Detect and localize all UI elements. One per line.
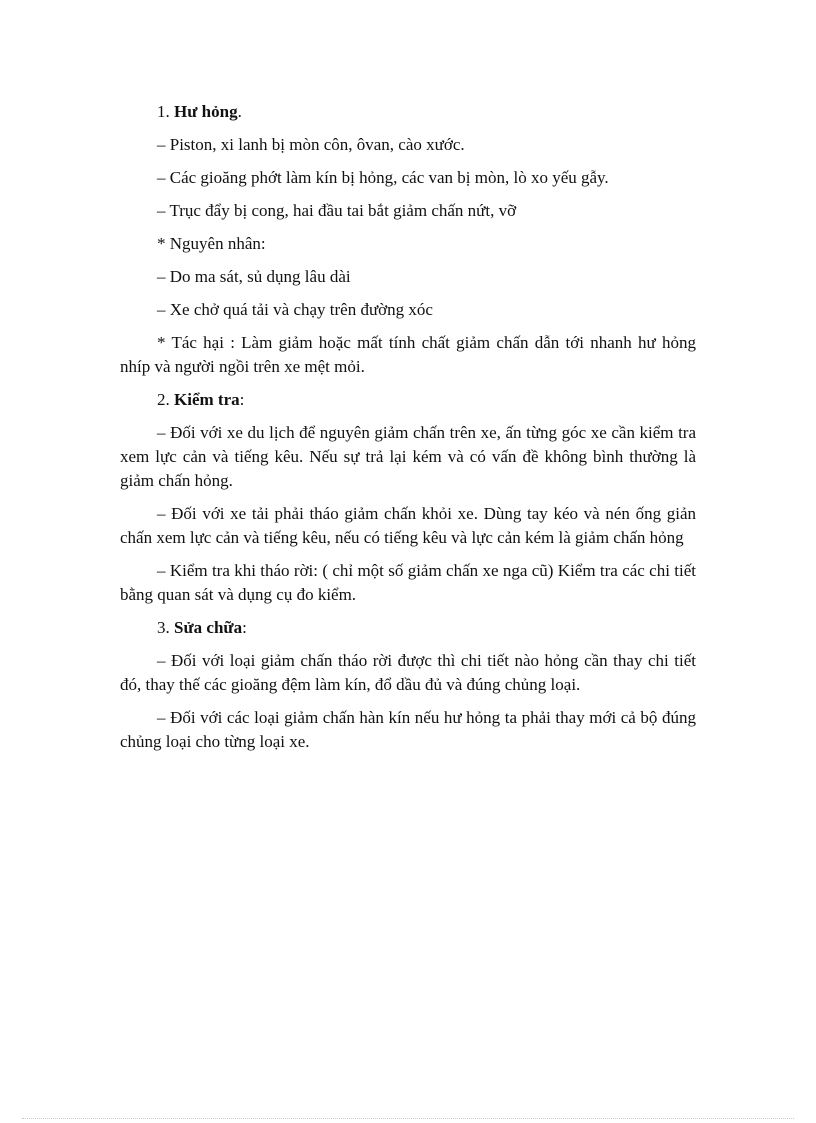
section-number: 2. <box>157 390 170 409</box>
inspection-item: – Đối với xe du lịch để nguyên giảm chấn trên xe, ấn từng góc xe cần kiểm tra xem lực cản và tiếng kêu. Nếu sự trả lại kém và có vấn đề không bình thường là giảm chấn hỏng. <box>120 423 696 490</box>
damage-item: – Trục đẩy bị cong, hai đầu tai bắt giảm chấn nứt, vỡ <box>157 201 517 220</box>
inspection-item: – Kiểm tra khi tháo rời: ( chỉ một số giảm chấn xe nga cũ) Kiểm tra các chi tiết bằng quan sát và dụng cụ đo kiểm. <box>120 561 696 604</box>
section-number: 3. <box>157 618 170 637</box>
cause-heading: * Nguyên nhân: <box>157 234 266 253</box>
page-bottom-divider <box>22 1118 794 1119</box>
section-title: Hư hỏng <box>174 102 238 121</box>
inspection-item: – Đối với xe tải phải tháo giảm chấn khỏi xe. Dùng tay kéo và nén ống giản chấn xem lực cản và tiếng kêu, nếu có tiếng kêu và lực cản kém là giảm chấn hỏng <box>120 504 696 547</box>
cause-item: – Do ma sát, sủ dụng lâu dài <box>157 267 351 286</box>
section-title: Kiểm tra <box>174 390 240 409</box>
cause-item: – Xe chở quá tải và chạy trên đường xóc <box>157 300 433 319</box>
section-heading-repair: 3. Sửa chữa: <box>157 618 247 637</box>
section-heading-inspection: 2. Kiểm tra: <box>157 390 245 409</box>
section-heading-damage: 1. Hư hỏng. <box>157 102 242 121</box>
section-title: Sửa chữa <box>174 618 243 637</box>
damage-item: – Các gioăng phớt làm kín bị hỏng, các van bị mòn, lò xo yếu gẫy. <box>157 168 609 187</box>
repair-item: – Đối với các loại giảm chấn hàn kín nếu hư hỏng ta phải thay mới cả bộ đúng chủng loại cho từng loại xe. <box>120 708 696 751</box>
harm-paragraph: * Tác hại : Làm giảm hoặc mất tính chất giảm chấn dẫn tới nhanh hư hỏng nhíp và người ngồi trên xe mệt mỏi. <box>120 333 696 376</box>
damage-item: – Piston, xi lanh bị mòn côn, ôvan, cào xước. <box>157 135 465 154</box>
repair-item: – Đối với loại giảm chấn tháo rời được thì chi tiết nào hỏng cần thay chi tiết đó, thay thế các gioăng đệm làm kín, đổ dầu đủ và đúng chủng loại. <box>120 651 696 694</box>
document-body <box>120 100 696 763</box>
section-number: 1. <box>157 102 170 121</box>
